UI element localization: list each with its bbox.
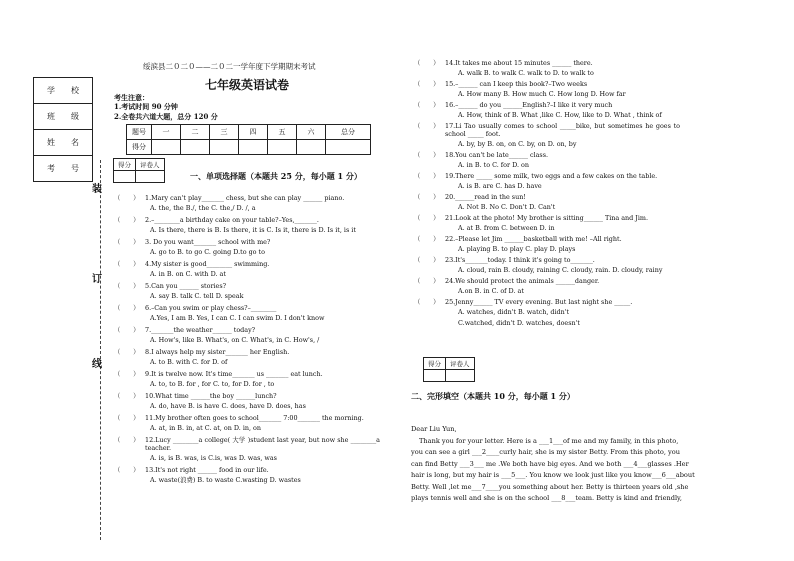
score-cell [297, 140, 326, 155]
score-cell [239, 140, 268, 155]
question-options: A.Yes, I am B. Yes, I can C. I can swim D. I don't know [150, 314, 325, 322]
student-info-table [33, 77, 93, 182]
answer-paren: （ ） [114, 282, 140, 290]
question-options: A. at B. from C. between D. in [458, 224, 555, 232]
question-options: A. How, think of B. What ,like C. How, like to D. What , think of [458, 111, 662, 119]
answer-paren: （ ） [114, 392, 140, 400]
notice-item: 2.全卷共六道大题，总分 120 分 [114, 112, 218, 121]
question-options: A. by, by B. on, on C. by, on D. on, by [458, 140, 577, 148]
question-options: A. go to B. to go C. going D.to go to [150, 248, 265, 256]
score-cell [268, 140, 297, 155]
answer-paren: （ ） [414, 277, 440, 285]
score-row-label: 得分 [127, 140, 152, 155]
question-options: A. at, in B. in, at C. at, on D. in, on [150, 424, 262, 432]
score-cell [181, 140, 210, 155]
seal-dashed-line [100, 160, 101, 540]
question-stem: 21.Look at the photo! My brother is sitting______ Tina and Jim. [445, 214, 648, 222]
question-stem: 5.Can you ______ stories? [145, 282, 227, 290]
grader-name-cell [136, 171, 165, 183]
question-options: A. in B. to C. for D. on [458, 161, 530, 169]
question-stem: 17.Li Tao usually comes to school _____bike, but sometimes he goes to school _____ foot. [445, 122, 680, 138]
section2-title: 二、完形填空（本题共 10 分，每小题 1 分） [411, 391, 575, 401]
question-stem: 25.Jenny______ TV every evening. But last night she _____. [445, 298, 633, 306]
question-stem: 2.–________a birthday cake on your table?–Yes,_______. [145, 216, 319, 224]
answer-paren: （ ） [414, 214, 440, 222]
cloze-line: you can see a girl ___2____curly hair, she is my sister Betty. From this photo, you [411, 448, 680, 456]
question-stem: 3. Do you want_______ school with me? [145, 238, 271, 246]
cloze-line: Thank you for your letter. Here is a ___1___of me and my family, in this photo, [419, 436, 679, 445]
question-options: A. the, the B./, the C. the,/ D. /, a [150, 204, 256, 212]
grader-name-label: 评卷人 [136, 159, 165, 171]
question-options: A. watches, didn't B. watch, didn't [458, 308, 570, 316]
question-options: A. to B. with C. for D. of [150, 358, 228, 366]
answer-paren: （ ） [414, 59, 440, 67]
question-stem: 19.There _____ some milk, two eggs and a few cakes on the table. [445, 172, 658, 180]
seal-char-ding: 订 [92, 274, 102, 285]
answer-paren: （ ） [414, 235, 440, 243]
question-options: A. say B. talk C. tell D. speak [150, 292, 244, 300]
question-stem: 13.It's not right ______ food in our life. [145, 466, 269, 474]
info-name: 姓 名 [34, 130, 93, 156]
question-stem: 1.Mary can't play_______ chess, but she can play ______ piano. [145, 194, 345, 202]
score-cell [326, 140, 371, 155]
grader-score-label: 得分 [114, 159, 136, 171]
question-options: A. How many B. How much C. How long D. How far [458, 90, 626, 98]
question-options: A. Is there, there is B. Is there, it is C. Is it, there is D. Is it, is it [150, 226, 356, 234]
answer-paren: （ ） [414, 151, 440, 159]
question-options: A. playing B. to play C. play D. plays [458, 245, 576, 253]
info-school: 学 校 [34, 78, 93, 104]
answer-paren: （ ） [114, 348, 140, 356]
question-options: A. walk B. to walk C. walk to D. to walk to [458, 69, 594, 77]
score-header-cell: 六 [297, 125, 326, 140]
score-cell [210, 140, 239, 155]
score-header-cell: 三 [210, 125, 239, 140]
section1-title: 一、单项选择题（本题共 25 分，每小题 1 分） [190, 171, 362, 181]
question-options: C.watched, didn't D. watches, doesn't [458, 319, 580, 327]
question-stem: 15.–______ can I keep this book?–Two weeks [445, 80, 588, 88]
grader-table-2 [423, 357, 475, 382]
answer-paren: （ ） [114, 436, 140, 444]
grader-table [113, 158, 165, 183]
exam-subtitle: 绥滨县二０二０——二０二一学年度下学期期末考试 [143, 62, 316, 71]
score-header-cell: 四 [239, 125, 268, 140]
score-header-cell: 题号 [127, 125, 152, 140]
grader-score-cell [424, 370, 446, 382]
question-stem: 12.Lucy ________a college( 大学 )student last year, but now she ________a teacher. [145, 436, 380, 452]
notice-heading: 考生注意： [114, 93, 149, 102]
question-stem: 16.–______ do you ______English?–I like it very much [445, 101, 613, 109]
score-header-cell: 二 [181, 125, 210, 140]
answer-paren: （ ） [114, 414, 140, 422]
answer-paren: （ ） [114, 466, 140, 474]
answer-paren: （ ） [114, 304, 140, 312]
question-stem: 22.–Please let Jim ______basketball with me! –All right. [445, 235, 622, 243]
question-stem: 11.My brother often goes to school_______ 7:00_______ the morning. [145, 414, 364, 422]
grader-name-cell [446, 370, 475, 382]
question-stem: 10.What time ______the boy ______lunch? [145, 392, 277, 400]
question-options: A. to, to B. for , for C. to, for D. for , to [150, 380, 275, 388]
question-options: A. in B. on C. with D. at [150, 270, 226, 278]
question-options: A. waste(浪费) B. to waste C.wasting D. wastes [150, 476, 301, 484]
question-options: A. cloud, rain B. cloudy, raining C. cloudy, rain. D. cloudy, rainy [458, 266, 663, 274]
question-stem: 14.It takes me about 15 minutes ______ there. [445, 59, 593, 67]
score-cell [152, 140, 181, 155]
score-header-cell: 一 [152, 125, 181, 140]
answer-paren: （ ） [114, 370, 140, 378]
answer-paren: （ ） [114, 238, 140, 246]
cloze-line: hair is long, but my hair is ___5___. You know we look just like you know___6___about [411, 471, 695, 479]
question-options: A. do, have B. is have C. does, have D. does, has [150, 402, 306, 410]
grader-score-label: 得分 [424, 358, 446, 370]
grader-name-label: 评卷人 [446, 358, 475, 370]
cloze-line: Betty. Well ,let me___7____you something about her. Betty is thirteen years old ,she [411, 482, 689, 491]
info-class: 班 级 [34, 104, 93, 130]
question-options: A. How's, like B. What's, on C. What's, in C. How's, / [150, 336, 320, 344]
question-stem: 7._______the weather______ today? [145, 326, 256, 334]
info-exam-number: 考 号 [34, 156, 93, 182]
question-stem: 9.It is twelve now. It's time_______ us _______ eat lunch. [145, 370, 323, 378]
cloze-line: plays tennis well and she is on the school ___8___team. Betty is kind and friendly, [411, 494, 682, 502]
answer-paren: （ ） [114, 194, 140, 202]
question-stem: 23.It's_______today. I think it's going to_______. [445, 256, 595, 264]
question-stem: 6.–Can you swim or play chess?–________ [145, 304, 277, 312]
answer-paren: （ ） [114, 216, 140, 224]
score-header-cell: 总分 [326, 125, 371, 140]
cloze-line: Dear Liu Yun, [411, 425, 457, 433]
question-options: A. Not B. No C. Don't D. Can't [458, 203, 556, 211]
answer-paren: （ ） [414, 172, 440, 180]
cloze-line: can find Betty ___3___ me .We both have big eyes. And we both ___4___glasses .Her [411, 459, 689, 468]
grader-score-cell [114, 171, 136, 183]
question-stem: 24.We should protect the animals ______danger. [445, 277, 600, 285]
answer-paren: （ ） [114, 260, 140, 268]
question-options: A. is, is B. was, is C.is, was D. was, was [150, 454, 277, 462]
score-table [126, 124, 371, 155]
answer-paren: （ ） [414, 298, 440, 306]
seal-char-zhuang: 装 [92, 184, 102, 195]
answer-paren: （ ） [114, 326, 140, 334]
score-header-cell: 五 [268, 125, 297, 140]
notice-item: 1.考试时间 90 分钟 [114, 102, 178, 111]
question-stem: 20.______read in the sun! [445, 193, 526, 201]
question-options: A.on B. in C. of D. at [458, 287, 524, 295]
answer-paren: （ ） [414, 122, 440, 130]
answer-paren: （ ） [414, 256, 440, 264]
answer-paren: （ ） [414, 101, 440, 109]
question-options: A. is B. are C. has D. have [458, 182, 542, 190]
answer-paren: （ ） [414, 80, 440, 88]
seal-char-xian: 线 [92, 359, 102, 370]
question-stem: 8.I always help my sister_______ her English. [145, 348, 290, 356]
exam-title: 七年级英语试卷 [205, 78, 290, 92]
question-stem: 18.You can't be late______ class. [445, 151, 549, 159]
question-stem: 4.My sister is good________ swimming. [145, 260, 270, 268]
answer-paren: （ ） [414, 193, 440, 201]
